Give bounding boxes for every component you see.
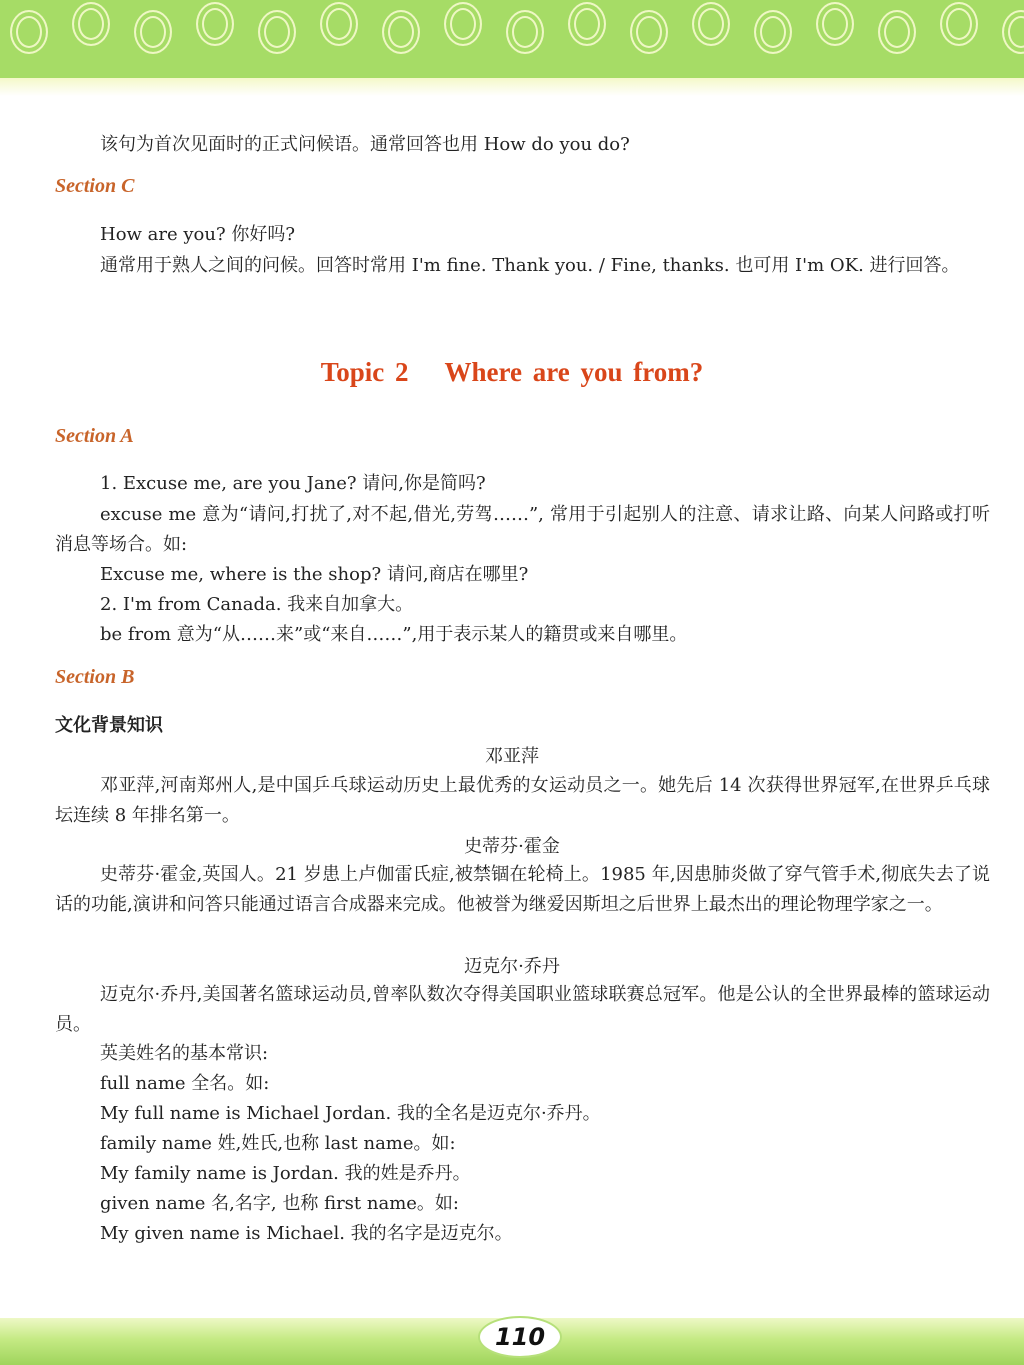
banner-ring-decoration — [258, 10, 296, 54]
banner-ring-decoration — [134, 10, 172, 54]
names-line: My full name is Michael Jordan. 我的全名是迈克尔·乔丹。 — [100, 1103, 601, 1124]
section-a-line: 1. Excuse me, are you Jane? 请问,你是简吗? — [100, 473, 486, 494]
banner-ring-decoration — [72, 2, 110, 46]
section-a-heading: Section A — [55, 425, 134, 447]
names-line: full name 全名。如: — [100, 1073, 270, 1094]
person-bio: 史蒂芬·霍金,英国人。21 岁患上卢伽雷氏症,被禁锢在轮椅上。1985 年,因患肺炎做了穿气管手术,彻底失去了说话的功能,演讲和问答只能通过语言合成器来完成。他被誉为继爱因斯坦之后世界上最杰出的理论物理学家之一。 — [55, 864, 990, 915]
section-a-line: excuse me 意为“请问,打扰了,对不起,借光,劳驾……”, 常用于引起别人的注意、请求让路、向某人问路或打听消息等场合。如: — [55, 504, 990, 555]
names-line: 英美姓名的基本常识: — [100, 1043, 269, 1064]
person-bio: 迈克尔·乔丹,美国著名篮球运动员,曾率队数次夺得美国职业篮球联赛总冠军。他是公认的全世界最棒的篮球运动员。 — [55, 984, 990, 1035]
banner-ring-decoration — [1002, 10, 1024, 54]
page-number: 110 — [478, 1316, 562, 1358]
section-a-line: 2. I'm from Canada. 我来自加拿大。 — [100, 594, 414, 615]
names-line: My family name is Jordan. 我的姓是乔丹。 — [100, 1163, 471, 1184]
section-a-line: be from 意为“从……来”或“来自……”,用于表示某人的籍贯或来自哪里。 — [100, 624, 688, 645]
person-name: 史蒂芬·霍金 — [464, 836, 560, 857]
banner-ring-decoration — [816, 2, 854, 46]
header-banner — [0, 0, 1024, 80]
names-line: My given name is Michael. 我的名字是迈克尔。 — [100, 1223, 513, 1244]
banner-ring-decoration — [692, 2, 730, 46]
banner-ring-decoration — [10, 10, 48, 54]
section-c-paragraph: 通常用于熟人之间的问候。回答时常用 I'm fine. Thank you. / Fine, thanks. 也可用 I'm OK. 进行回答。 — [100, 255, 960, 276]
banner-ring-decoration — [444, 2, 482, 46]
section-b-subheading: 文化背景知识 — [55, 715, 163, 736]
banner-ring-decoration — [568, 2, 606, 46]
banner-ring-decoration — [754, 10, 792, 54]
banner-ring-decoration — [506, 10, 544, 54]
topic-label: Topic 2 — [320, 357, 409, 387]
section-c-heading: Section C — [55, 175, 135, 197]
banner-ring-decoration — [630, 10, 668, 54]
person-bio: 邓亚萍,河南郑州人,是中国乒乓球运动历史上最优秀的女运动员之一。她先后 14 次获得世界冠军,在世界乒乓球坛连续 8 年排名第一。 — [55, 775, 990, 826]
names-line: given name 名,名字, 也称 first name。如: — [100, 1193, 459, 1214]
section-c-line: How are you? 你好吗? — [100, 224, 295, 245]
banner-ring-decoration — [320, 2, 358, 46]
banner-ring-decoration — [382, 10, 420, 54]
topic-title — [0, 357, 1024, 388]
banner-fade — [0, 78, 1024, 96]
person-name: 迈克尔·乔丹 — [464, 956, 560, 977]
names-line: family name 姓,姓氏,也称 last name。如: — [100, 1133, 456, 1154]
section-b-heading: Section B — [55, 666, 135, 688]
banner-ring-decoration — [940, 2, 978, 46]
banner-ring-decoration — [878, 10, 916, 54]
topic-question: Where are you from? — [444, 357, 704, 387]
section-a-line: Excuse me, where is the shop? 请问,商店在哪里? — [100, 564, 529, 585]
intro-text: 该句为首次见面时的正式问候语。通常回答也用 How do you do? — [100, 134, 630, 155]
person-name: 邓亚萍 — [485, 746, 539, 767]
banner-ring-decoration — [196, 2, 234, 46]
